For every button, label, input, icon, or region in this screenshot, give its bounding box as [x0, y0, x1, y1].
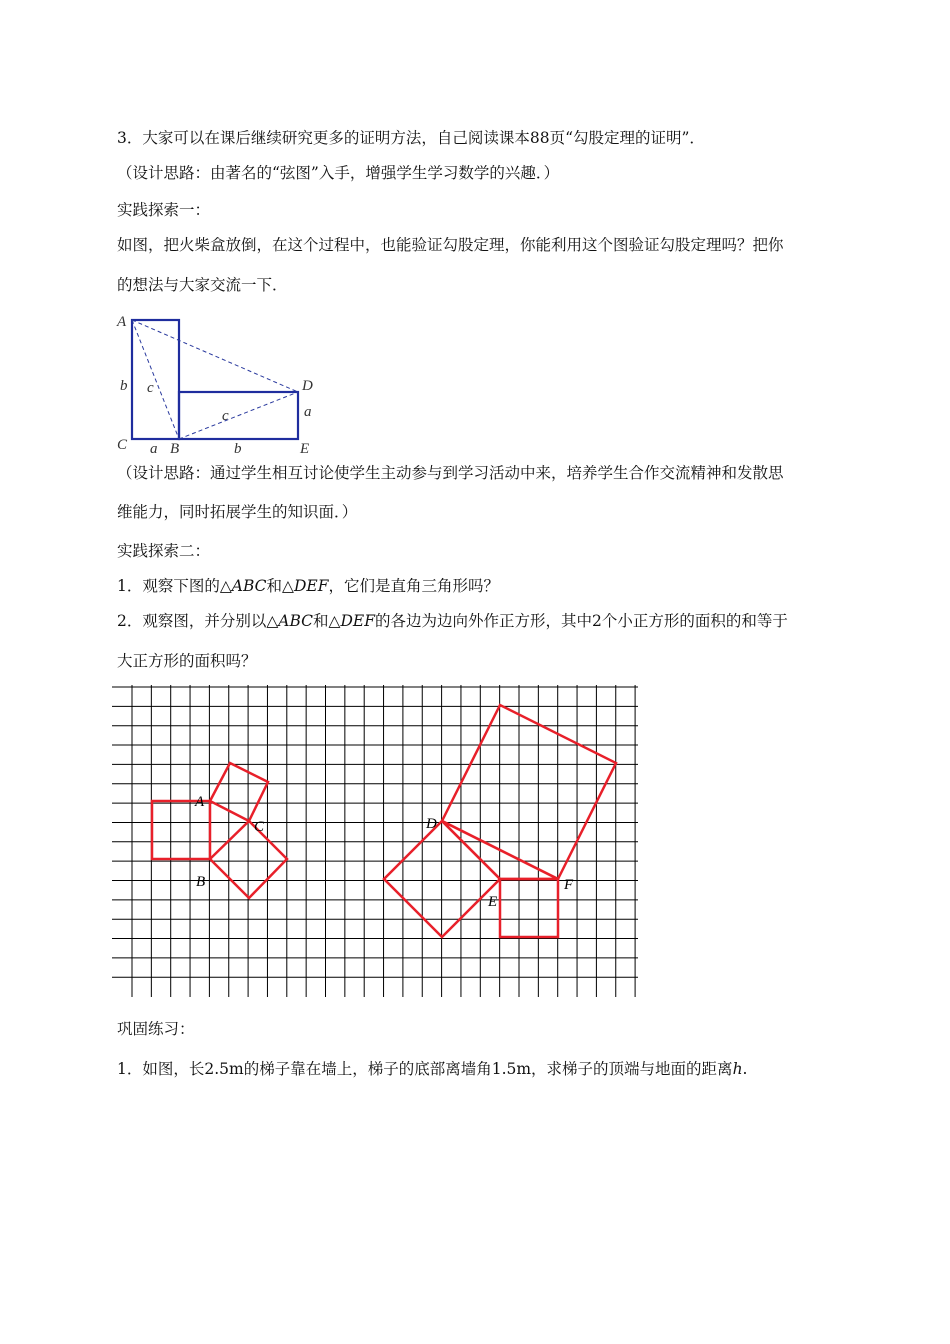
text-line-10 [117, 610, 890, 632]
variable-h: h [732, 1060, 743, 1078]
text-line-9 [117, 575, 890, 597]
text-line-10-c: 和△ [313, 612, 341, 630]
label-c-mid: c [222, 408, 229, 424]
label-b-left: b [120, 378, 128, 394]
text-line-10-e: 的各边为边向外作正方形，其中2个小正方形的面积的和等于 [374, 612, 788, 630]
label-D: D [302, 378, 313, 394]
text-line-13-c: . [742, 1060, 748, 1078]
text-line-1: 3．大家可以在课后继续研究更多的证明方法，自己阅读课本88页“勾股定理的证明”． [117, 129, 705, 147]
square-on-DF [442, 705, 616, 879]
text-line-9-a: 1．观察下图的△ [117, 577, 232, 595]
label-A: A [195, 794, 205, 810]
grid-lines [112, 685, 638, 997]
text-line-4: 如图，把火柴盒放倒，在这个过程中，也能验证勾股定理，你能利用这个图验证勾股定理吗？把你 [117, 236, 784, 254]
label-B: B [196, 874, 206, 890]
label-C: C [254, 819, 265, 835]
segment-AD [132, 320, 298, 392]
label-A: A [117, 314, 127, 330]
text-line-6: （设计思路：通过学生相互讨论使学生主动参与到学习活动中来，培养学生合作交流精神和发散思 [117, 464, 784, 482]
triangle-def-name: DEF [293, 577, 329, 595]
text-line-10-a: 2．观察图，并分别以△ [117, 612, 279, 630]
square-on-EF [500, 879, 558, 937]
text-line-11: 大正方形的面积吗？ [117, 652, 257, 670]
label-D: D [426, 816, 437, 832]
triangle-def-name: DEF [340, 612, 375, 630]
label-F: F [564, 877, 574, 893]
label-E: E [488, 894, 498, 910]
label-E: E [300, 441, 310, 457]
triangle-abc-name: ABC [278, 612, 314, 630]
label-c-left: c [147, 380, 154, 396]
text-line-13-a: 1．如图，长2.5m的梯子靠在墙上，梯子的底部离墙角1.5m，求梯子的顶端与地面的距离 [117, 1060, 733, 1078]
label-C: C [117, 437, 128, 453]
text-line-5: 的想法与大家交流一下． [117, 276, 288, 294]
triangle-abc-name: ABC [231, 577, 267, 595]
grid-figure [112, 685, 638, 997]
label-B: B [170, 441, 180, 457]
square-on-AC [210, 763, 268, 821]
label-a-bottom: a [150, 441, 158, 457]
text-line-7: 维能力，同时拓展学生的知识面．） [117, 503, 358, 521]
matchbox-figure [112, 308, 334, 460]
label-a-right: a [304, 404, 312, 420]
text-line-3: 实践探索一： [117, 201, 211, 219]
text-line-8: 实践探索二： [117, 542, 211, 560]
label-b-bottom: b [234, 441, 242, 457]
text-line-2: （设计思路：由著名的“弦图”入手，增强学生学习数学的兴趣．） [117, 164, 560, 182]
segment-BD [179, 392, 298, 439]
text-line-12: 巩固练习： [117, 1020, 195, 1038]
text-line-9-e: ，它们是直角三角形吗？ [328, 577, 499, 595]
text-line-13 [117, 1058, 890, 1080]
text-line-9-c: 和△ [266, 577, 294, 595]
